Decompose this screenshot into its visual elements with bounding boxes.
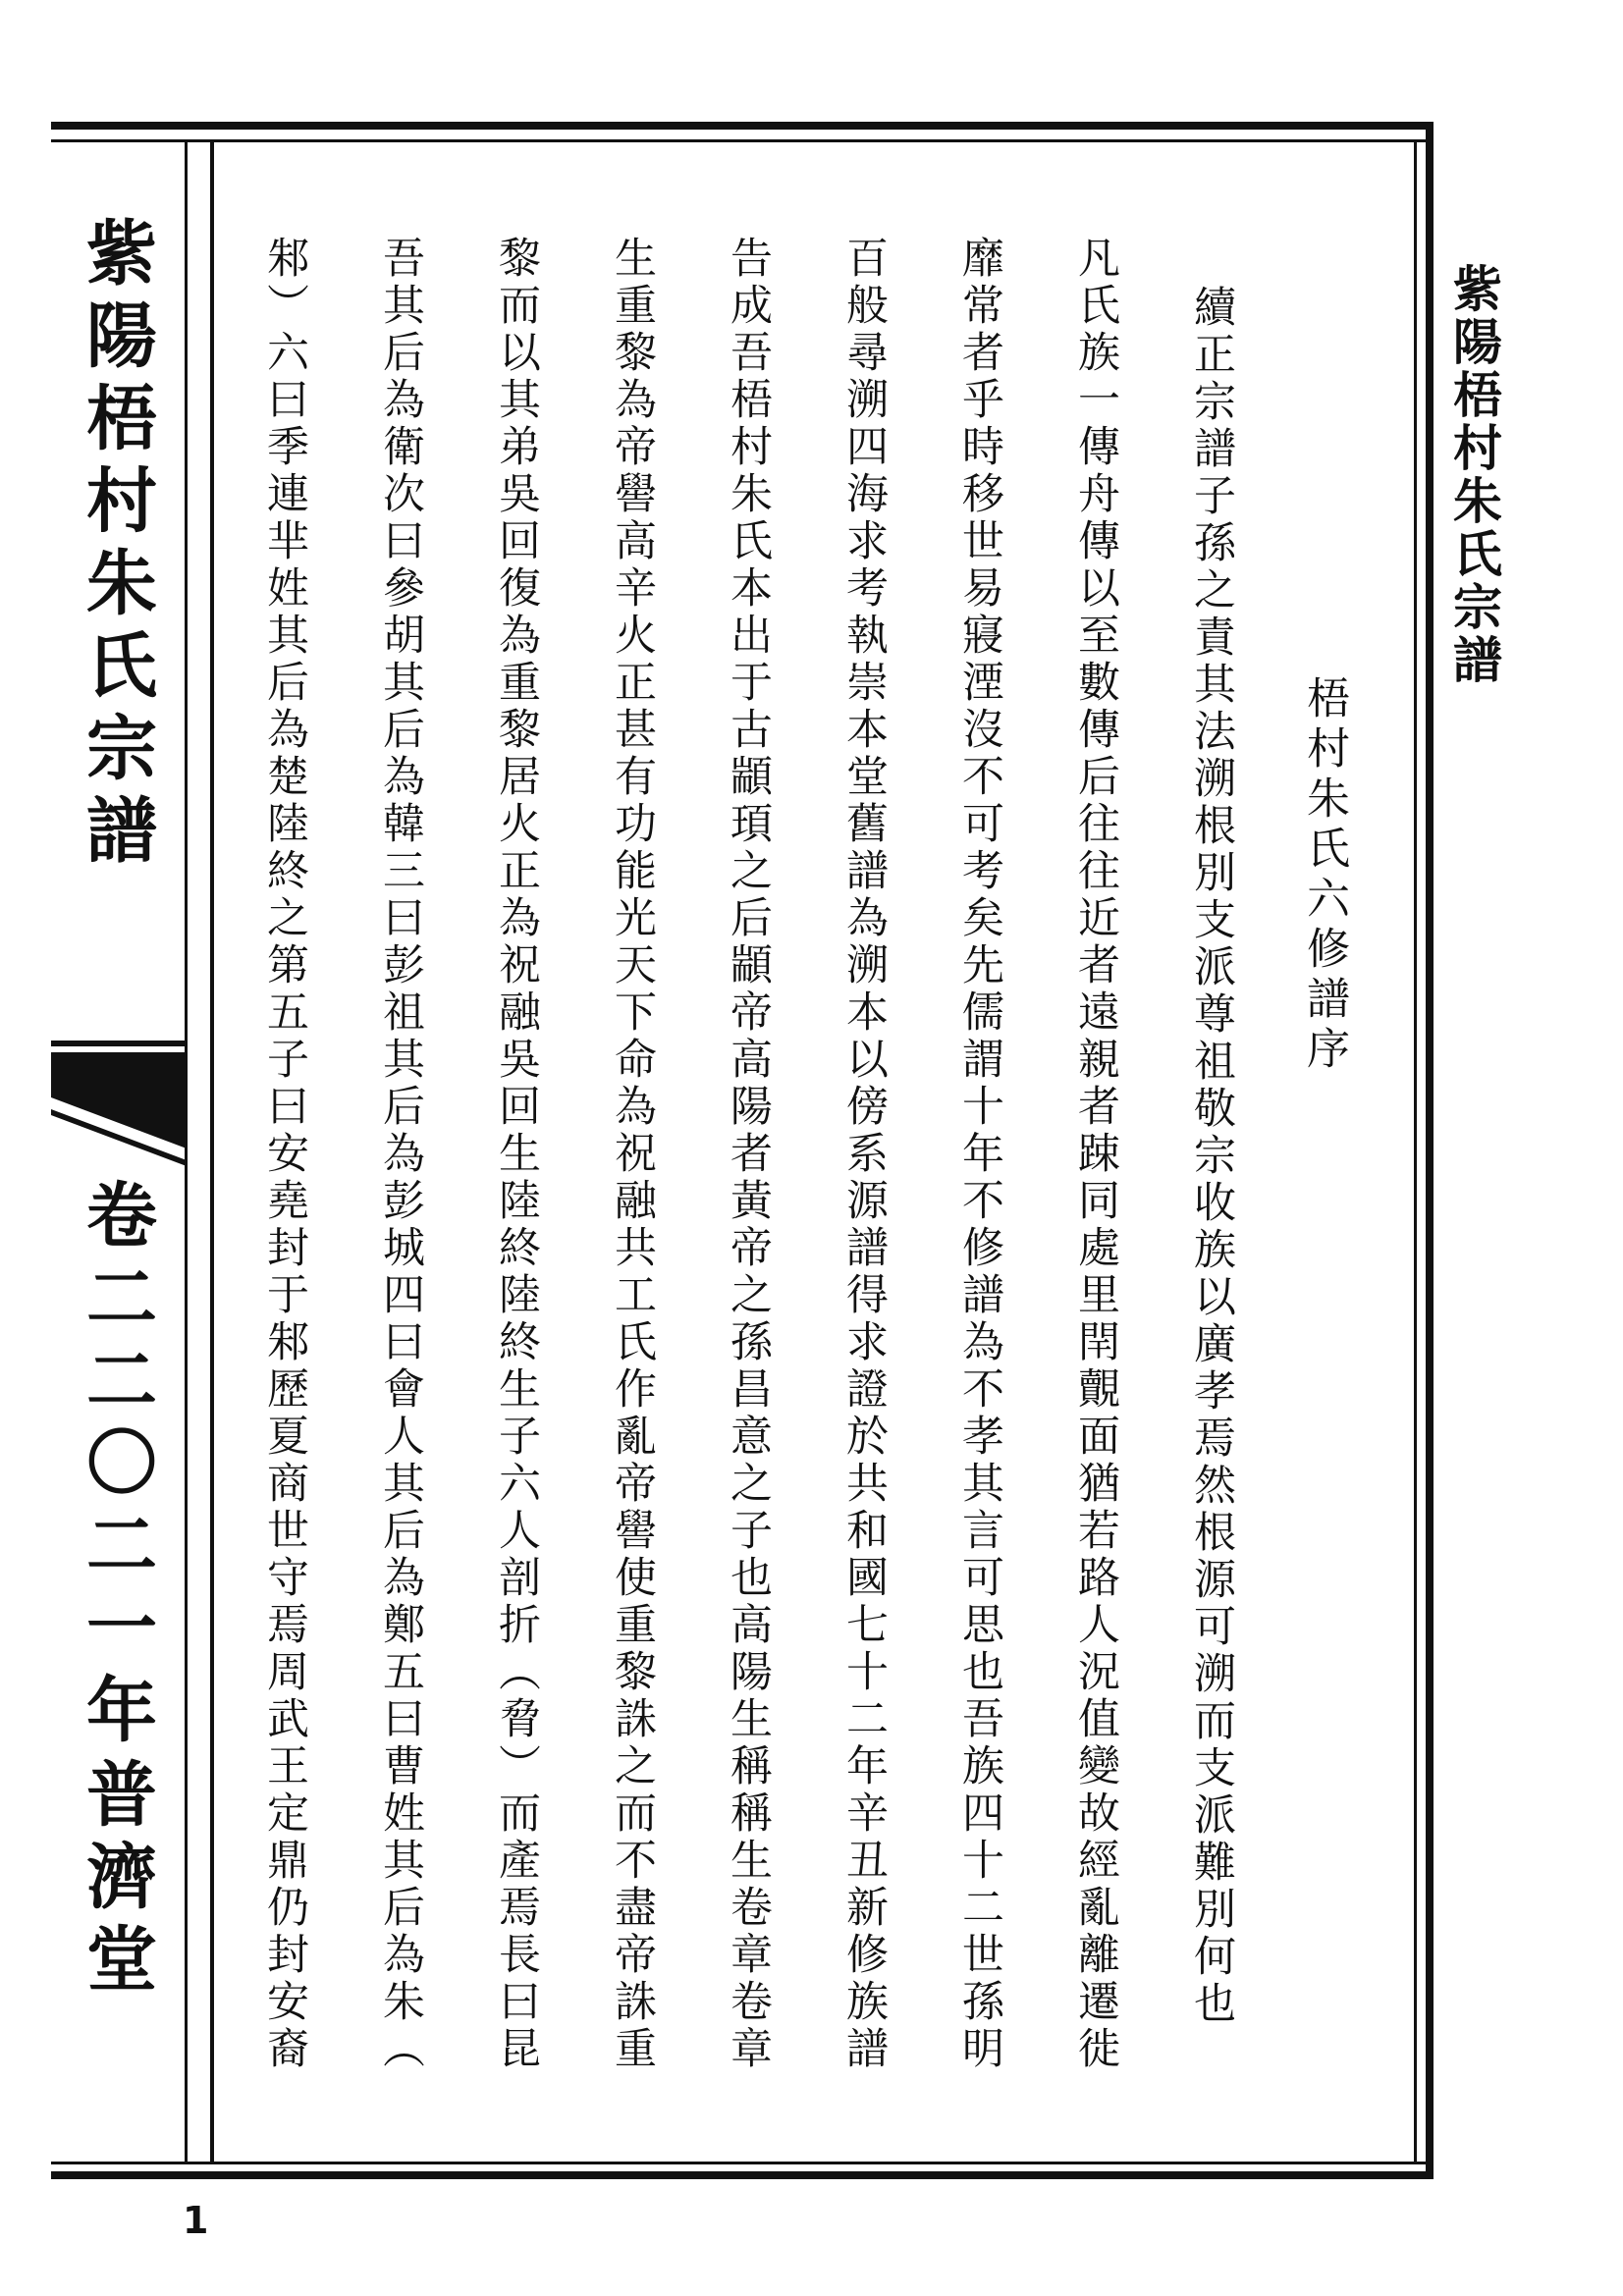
fishtail-ornament	[51, 1039, 189, 1186]
text-column-1: 續正宗譜子孫之責其法溯根別支派尊祖敬宗收族以廣孝焉然根源可溯而支派難別何也	[1187, 285, 1236, 2028]
frame-right-inner	[1414, 139, 1417, 2164]
frame-top-outer	[51, 122, 1434, 130]
frame-bottom-inner	[51, 2162, 1434, 2164]
text-column-6: 生重黎為帝嚳高辛火正甚有功能光天下命為祝融共工氏作亂帝嚳使重黎誅之而不盡帝誅重	[608, 236, 657, 2073]
frame-bottom-outer	[51, 2171, 1434, 2179]
text-column-8: 吾其后為衛次曰參胡其后為韓三曰彭祖其后為彭城四曰會人其后為鄭五曰曹姓其后為朱（	[376, 236, 425, 2073]
side-panel-hall: 普濟堂	[75, 1757, 158, 2004]
frame-top-inner	[51, 139, 1434, 142]
side-panel-divider-right	[210, 139, 214, 2164]
text-column-4: 百般尋溯四海求考執崇本堂舊譜為溯本以傍系源譜得求證於共和國七十二年辛丑新修族譜	[839, 236, 889, 2073]
text-column-7: 黎而以其弟吳回復為重黎居火正為祝融吳回生陸終陸終生子六人剖折（脅）而產焉長曰昆	[492, 236, 541, 2073]
text-column-2: 凡氏族一傳舟傳以至數傳后往往近者遠親者踈同處里閈覿面猶若路人況值變故經亂離遷徙	[1071, 236, 1120, 2073]
right-margin-title: 紫陽梧村朱氏宗譜	[1445, 263, 1503, 687]
page-number: 1	[183, 2199, 209, 2242]
text-column-3: 靡常者乎時移世易寢湮沒不可考矣先儒謂十年不修譜為不孝其言可思也吾族四十二世孫明	[955, 236, 1004, 2073]
side-panel-book-title: 紫陽梧村朱氏宗譜	[75, 216, 158, 876]
frame-right-outer	[1426, 122, 1434, 2179]
preface-title: 梧村朱氏六修譜序	[1299, 675, 1349, 1076]
text-column-9: 邾）六曰季連芈姓其后為楚陸終之第五子曰安堯封于邾歷夏商世守焉周武王定鼎仍封安裔	[260, 236, 309, 2073]
side-panel-volume: 卷二二〇二一年	[75, 1178, 158, 1755]
text-column-5: 告成吾梧村朱氏本出于古顓頊之后顓帝高陽者黃帝之孫昌意之子也高陽生稱稱生卷章卷章	[724, 236, 773, 2073]
